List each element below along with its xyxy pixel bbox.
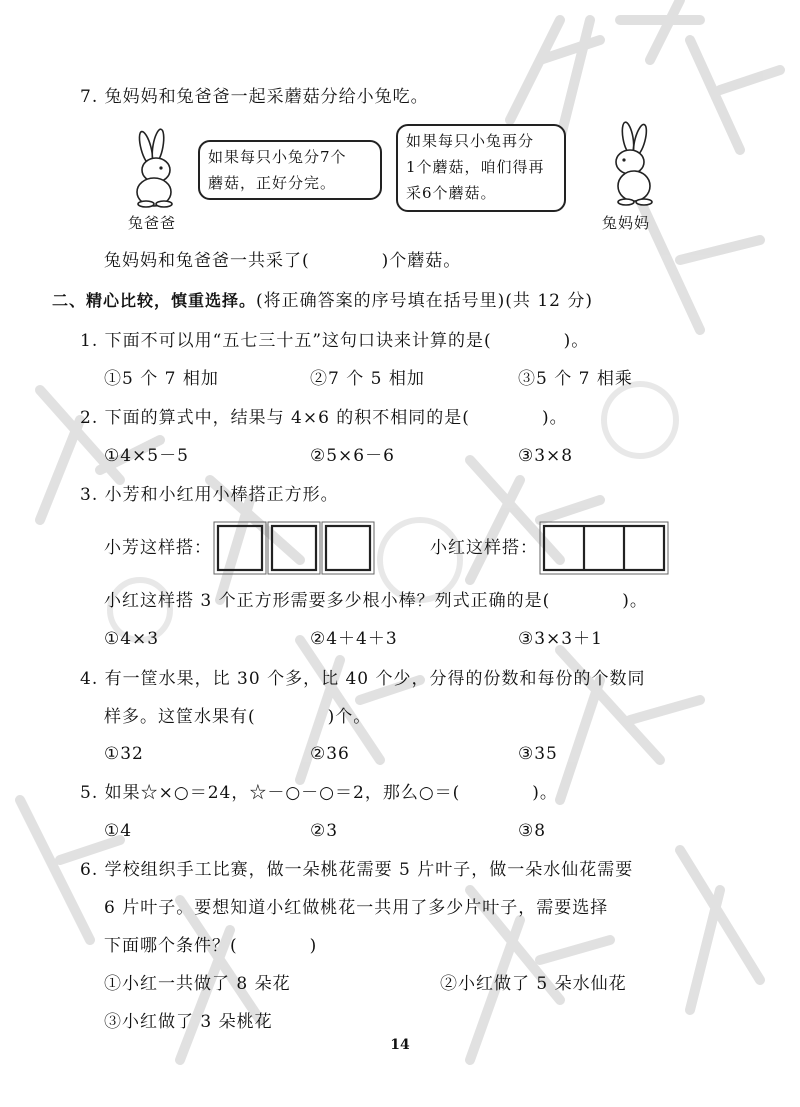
question-4-option-c: ③35 [518, 744, 558, 764]
question-4-option-a: ①32 [104, 744, 144, 764]
question-6-option-c: ③小红做了 3 朵桃花 [104, 1012, 273, 1032]
question-6-option-b: ②小红做了 5 朵水仙花 [440, 974, 627, 994]
q7-title: 7. 兔妈妈和兔爸爸一起采蘑菇分给小兔吃。 [80, 87, 429, 107]
mother-label: 兔妈妈 [602, 214, 651, 232]
section2-note: (将正确答案的序号填在括号里)(共 12 分) [256, 291, 593, 311]
mother-speech-line2: 1个蘑菇，咱们得再 [406, 158, 545, 176]
section2-title: 二、精心比较，慎重选择。 [52, 291, 257, 310]
question-6-stem-2: 6 片叶子。要想知道小红做桃花一共用了多少片叶子，需要选择 [104, 898, 609, 918]
father-speech-line1: 如果每只小兔分7个 [208, 148, 347, 166]
xiaofang-squares-figure [212, 520, 382, 576]
xiaohong-squares-figure [538, 520, 674, 576]
mother-speech-line1: 如果每只小兔再分 [406, 132, 535, 150]
mother-speech-bubble [396, 124, 566, 212]
question-6-stem-3: 下面哪个条件？( ) [104, 936, 318, 956]
question-3-stem-2: 小红这样搭 3 个正方形需要多少根小棒？列式正确的是( )。 [104, 591, 648, 611]
question-2-stem: 2. 下面的算式中，结果与 4×6 的积不相同的是( )。 [80, 408, 568, 428]
question-4-stem-2: 样多。这筐水果有( )个。 [104, 707, 372, 727]
question-3-stem: 3. 小芳和小红用小棒搭正方形。 [80, 485, 339, 505]
xiaohong-label: 小红这样搭： [430, 538, 538, 558]
question-2-option-a: ①4×5－5 [104, 446, 189, 466]
page-number: 14 [390, 1037, 410, 1053]
question-1-option-c: ③5 个 7 相乘 [518, 369, 633, 389]
question-2-option-b: ②5×6－6 [310, 446, 395, 466]
question-1-option-a: ①5 个 7 相加 [104, 369, 219, 389]
question-5-option-c: ③8 [518, 821, 547, 841]
question-1-stem: 1. 下面不可以用“五七三十五”这句口诀来计算的是( )。 [80, 331, 590, 351]
question-1-option-b: ②7 个 5 相加 [310, 369, 425, 389]
question-5-option-b: ②3 [310, 821, 339, 841]
question-6-stem: 6. 学校组织手工比赛，做一朵桃花需要 5 片叶子，做一朵水仙花需要 [80, 860, 634, 880]
mother-speech-line3: 采6个蘑菇。 [406, 184, 497, 202]
father-label: 兔爸爸 [128, 214, 177, 232]
question-4-stem: 4. 有一筐水果，比 30 个多，比 40 个少，分得的份数和每份的个数同 [80, 669, 646, 689]
father-speech-bubble [198, 140, 382, 200]
question-3-option-c: ③3×3＋1 [518, 629, 603, 649]
xiaofang-label: 小芳这样搭： [104, 538, 212, 558]
rabbit-father-icon [124, 128, 190, 208]
question-4-option-b: ②36 [310, 744, 350, 764]
question-6-option-a: ①小红一共做了 8 朵花 [104, 974, 291, 994]
rabbit-mother-icon [600, 120, 666, 206]
question-5-stem: 5. 如果☆×○＝24，☆－○－○＝2，那么○＝( )。 [80, 783, 558, 803]
section2-heading [52, 290, 593, 312]
father-speech-line2: 蘑菇，正好分完。 [208, 174, 337, 192]
q7-answer-line: 兔妈妈和兔爸爸一共采了( )个蘑菇。 [104, 251, 462, 271]
question-5-option-a: ①4 [104, 821, 133, 841]
question-3-option-b: ②4＋4＋3 [310, 629, 398, 649]
question-2-option-c: ③3×8 [518, 446, 574, 466]
question-3-option-a: ①4×3 [104, 629, 160, 649]
